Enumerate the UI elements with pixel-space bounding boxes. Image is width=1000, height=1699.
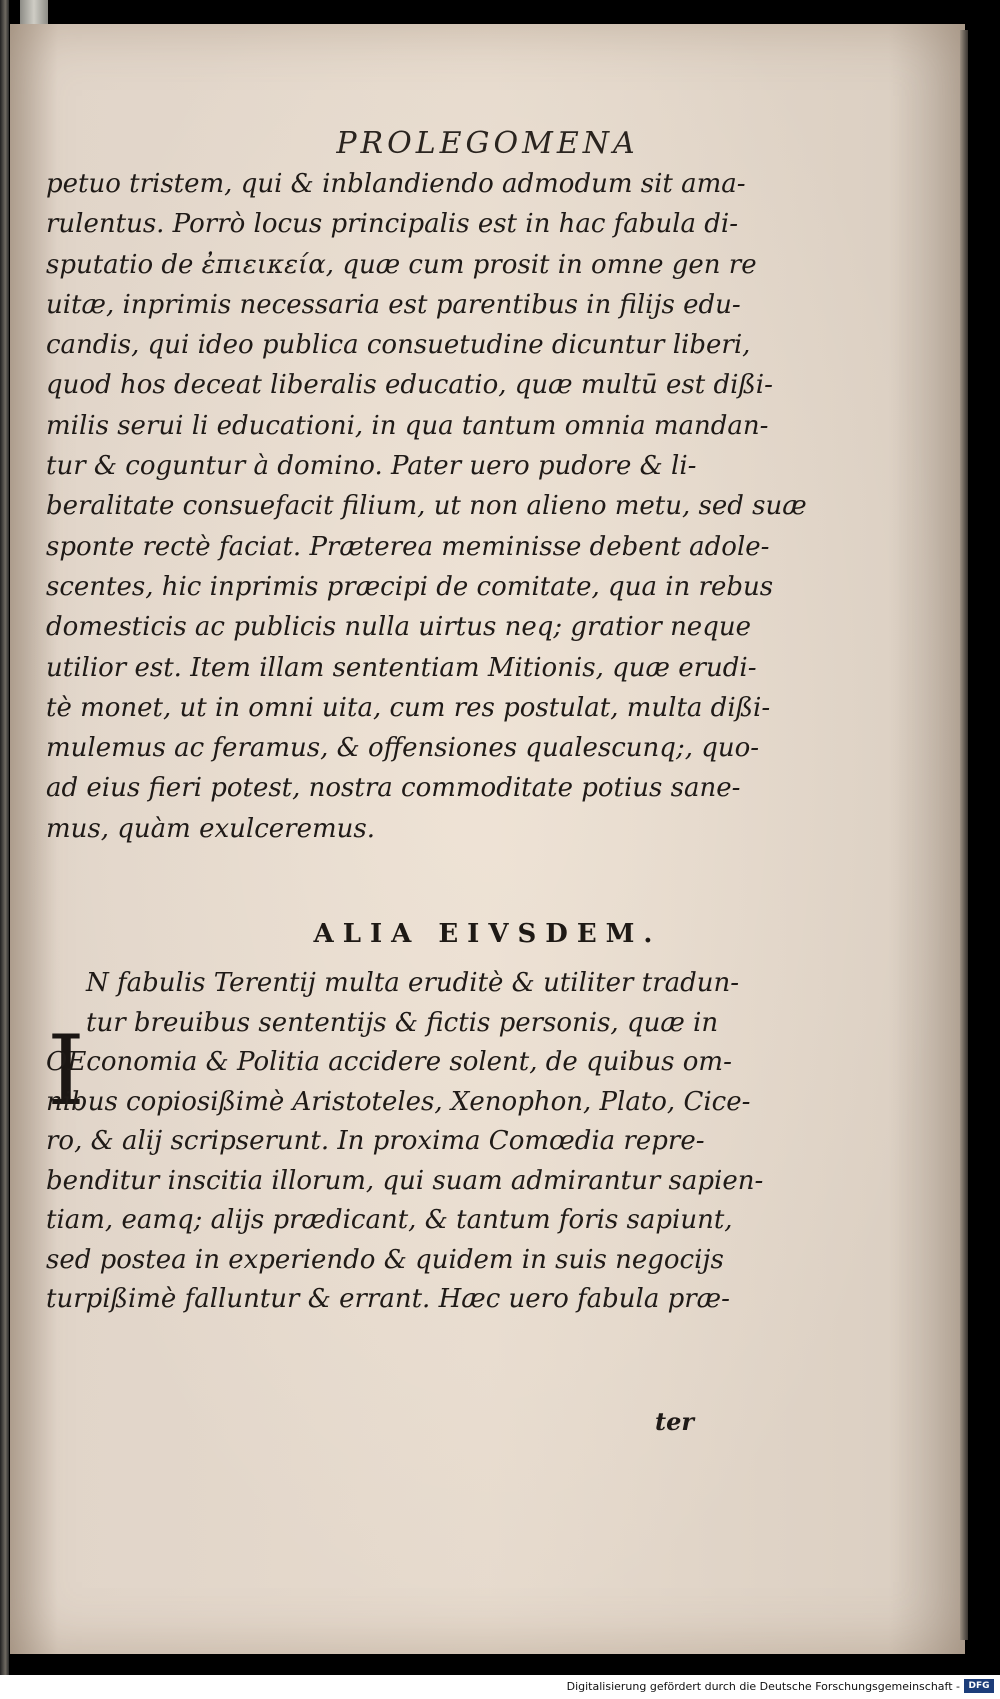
text-line: petuo tristem, qui & inblandiendo admodum sit ama- — [46, 169, 746, 199]
scan-tab — [20, 0, 48, 24]
text-line: rulentus. Porrò locus principalis est in hac fabula di- — [46, 209, 739, 240]
text-line: benditur inscitia illorum, qui suam admirantur sapien- — [46, 1165, 764, 1196]
drop-cap: I — [47, 1015, 85, 1127]
book-page — [10, 24, 965, 1654]
dfg-logo: DFG — [964, 1679, 994, 1693]
text-line: ro, & alij scripserunt. In proxima Comœdia repre- — [46, 1126, 705, 1156]
text-line: sponte rectè faciat. Præterea meminisse debent adole- — [46, 531, 770, 562]
text-line: tè monet, ut in omni uita, cum res postulat, multa dißi- — [46, 692, 771, 723]
text-line: OEconomia & Politia accidere solent, de quibus om- — [46, 1047, 732, 1077]
text-line: ad eius fieri potest, nostra commoditate potius sane- — [46, 773, 741, 804]
text-line: uitæ, inprimis necessaria est parentibus in filijs edu- — [46, 289, 741, 320]
section-heading: ALIA EIVSDEM. — [313, 919, 662, 949]
catchword: ter — [655, 1407, 694, 1436]
text-line: N fabulis Terentij multa eruditè & utiliter tradun- — [86, 968, 740, 998]
text-line: beralitate consuefacit filium, ut non alieno metu, sed suæ — [46, 491, 807, 522]
footer-credit: Digitalisierung gefördert durch die Deutsche Forschungsgemeinschaft - — [566, 1680, 960, 1693]
text-line: nibus copiosißimè Aristoteles, Xenophon, Plato, Cice- — [46, 1086, 751, 1117]
text-line: tiam, eamq; alijs prædicant, & tantum foris sapiunt, — [46, 1205, 733, 1235]
text-line: candis, qui ideo publica consuetudine dicuntur liberi, — [46, 330, 751, 361]
text-line: sed postea in experiendo & quidem in suis negocijs — [46, 1244, 724, 1275]
text-line: turpißimè falluntur & errant. Hæc uero fabula præ- — [46, 1284, 730, 1314]
text-line: tur & coguntur à domino. Pater uero pudore & li- — [46, 451, 697, 482]
text-line: mulemus ac feramus, & offensiones qualescunq;, quo- — [46, 733, 760, 764]
text-line: utilior est. Item illam sententiam Mitionis, quæ erudi- — [46, 652, 757, 683]
text-line: scentes, hic inprimis præcipi de comitate, qua in rebus — [46, 571, 774, 602]
text-line: domesticis ac publicis nulla uirtus neq; gratior neque — [46, 612, 751, 643]
text-line: sputatio de ἐπιεικεία, quæ cum prosit in omne gen re — [46, 249, 757, 280]
paragraph-2 — [46, 964, 764, 1320]
page-edge — [960, 30, 968, 1640]
text-line: tur breuibus sententijs & fictis personis, quæ in — [86, 1007, 719, 1038]
scanner-left-strip — [0, 0, 9, 1699]
text-line: quod hos deceat liberalis educatio, quæ multū est dißi- — [46, 370, 773, 401]
paragraph-1 — [46, 164, 807, 849]
running-head: PROLEGOMENA — [336, 126, 639, 161]
text-line: mus, quàm exulceremus. — [46, 813, 375, 844]
text-line: milis serui li educationi, in qua tantum omnia mandan- — [46, 410, 769, 441]
